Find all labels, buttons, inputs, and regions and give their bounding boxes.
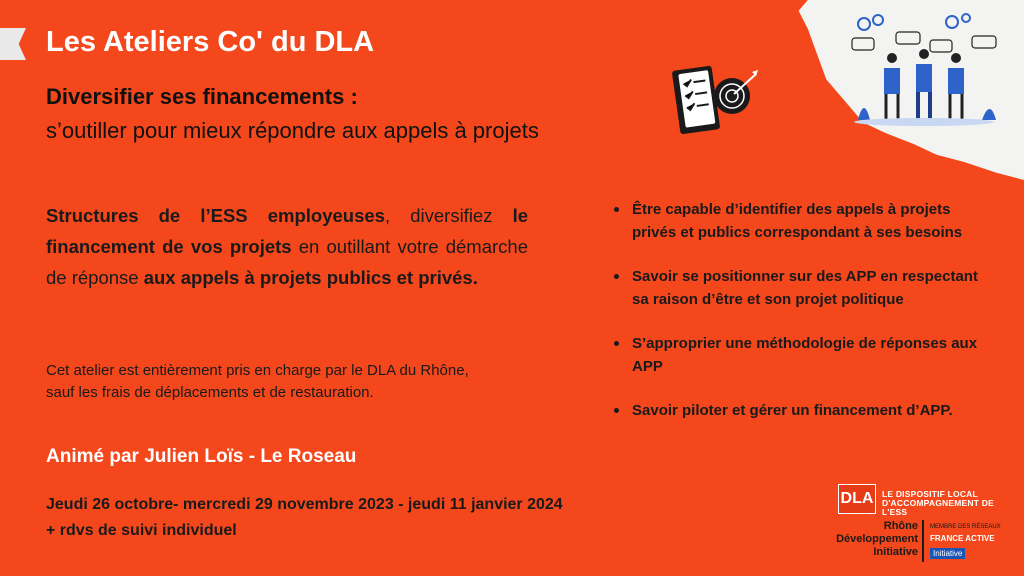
france-active-logo: FRANCE ACTIVE — [930, 534, 995, 543]
page-title: Les Ateliers Co' du DLA — [46, 26, 375, 58]
checklist-target-icon — [672, 60, 762, 140]
intro-paragraph: Structures de l’ESS employeuses, diversifiez le financement de vos projets en outillant votre démarche de réponse aux appels à projets publics et privés. — [46, 205, 529, 288]
dla-logo — [826, 482, 1021, 572]
dates-block — [46, 492, 563, 544]
team-illustration-icon — [844, 10, 1004, 130]
followup-line: + rdvs de suivi individuel — [46, 522, 237, 539]
objective-item: Être capable d’identifier des appels à projets privés et publics correspondant à ses besoins — [614, 198, 994, 244]
dla-tagline: LE DISPOSITIF LOCAL D'ACCOMPAGNEMENT DE L'ESS — [882, 489, 994, 517]
funding-note-line1: Cet atelier est entièrement pris en charge par le DLA du Rhône, — [46, 362, 469, 379]
subtitle-main: Diversifier ses financements : — [46, 84, 358, 109]
subtitle-secondary: s’outiller pour mieux répondre aux appels à projets — [46, 118, 539, 143]
dla-badge: DLA — [838, 484, 876, 514]
rdi-logo-text: Rhône Développement Initiative — [836, 520, 918, 558]
funding-note-line2: sauf les frais de déplacements et de restauration. — [46, 384, 374, 401]
objectives-list — [614, 198, 994, 422]
partner-caption: MEMBRE DES RÉSEAUX — [930, 524, 1001, 530]
funding-note — [46, 360, 546, 404]
objective-item: Savoir se positionner sur des APP en respectant sa raison d’être et son projet politique — [614, 265, 994, 311]
objective-item: S’approprier une méthodologie de réponses aux APP — [614, 332, 994, 378]
logo-divider — [922, 520, 924, 562]
initiative-logo: Initiative — [930, 548, 965, 559]
objective-item: Savoir piloter et gérer un financement d’APP. — [614, 399, 994, 422]
dates-line: Jeudi 26 octobre- mercredi 29 novembre 2023 - jeudi 11 janvier 2024 — [46, 496, 563, 513]
ribbon-marker — [0, 28, 26, 60]
animator-text: Animé par Julien Loïs - Le Roseau — [46, 446, 357, 467]
